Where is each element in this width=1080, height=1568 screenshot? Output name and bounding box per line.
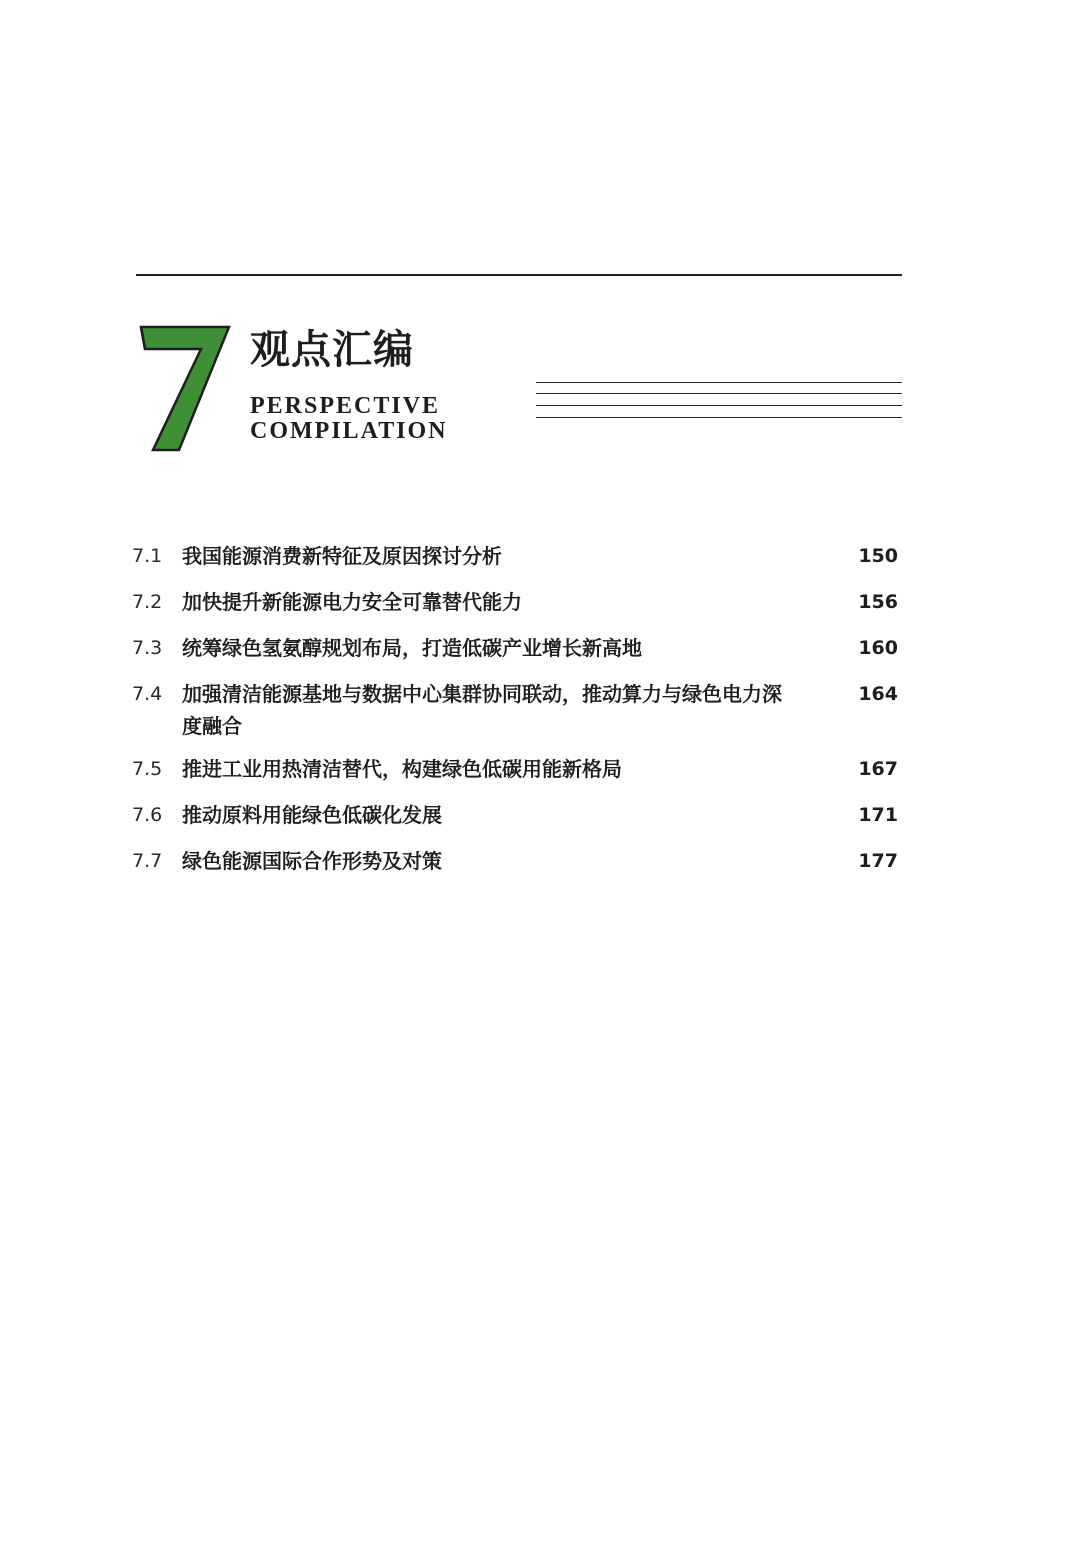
decorative-line: [536, 393, 902, 394]
toc-page-number: 156: [858, 591, 898, 613]
table-of-contents: [132, 540, 900, 891]
header-rule: [136, 274, 902, 276]
decorative-lines: [536, 380, 902, 420]
toc-number: 7.4: [132, 683, 163, 705]
chapter-title-english-line1: PERSPECTIVE: [250, 393, 441, 419]
chapter-title-english: [250, 394, 448, 444]
toc-title: 加快提升新能源电力安全可靠替代能力: [182, 590, 522, 614]
chapter-title-chinese: 观点汇编: [250, 326, 414, 373]
toc-number: 7.6: [132, 804, 163, 826]
toc-entry-7-7[interactable]: [132, 845, 900, 891]
toc-title: 加强清洁能源基地与数据中心集群协同联动，推动算力与绿色电力深度融合: [182, 682, 782, 738]
toc-page-number: 160: [858, 637, 898, 659]
toc-title: 我国能源消费新特征及原因探讨分析: [182, 544, 502, 568]
toc-page-number: 177: [858, 850, 898, 872]
toc-number: 7.3: [132, 637, 163, 659]
toc-page-number: 171: [858, 804, 898, 826]
toc-entry-7-2[interactable]: [132, 586, 900, 632]
toc-number: 7.2: [132, 591, 163, 613]
toc-entry-7-4[interactable]: [132, 678, 900, 753]
chapter-number-7-icon: [137, 305, 232, 455]
chapter-title-english-line2: COMPILATION: [250, 418, 448, 444]
digit-seven-shape: [141, 327, 229, 450]
toc-title: 推动原料用能绿色低碳化发展: [182, 803, 442, 827]
decorative-line: [536, 417, 902, 418]
toc-title: 推进工业用热清洁替代，构建绿色低碳用能新格局: [182, 757, 622, 781]
decorative-line: [536, 382, 902, 383]
toc-entry-7-3[interactable]: [132, 632, 900, 678]
decorative-line: [536, 405, 902, 406]
toc-entry-7-1[interactable]: [132, 540, 900, 586]
toc-entry-7-6[interactable]: [132, 799, 900, 845]
toc-page-number: 164: [858, 683, 898, 705]
chapter-number-graphic: [137, 305, 232, 455]
toc-number: 7.7: [132, 850, 163, 872]
toc-entry-7-5[interactable]: [132, 753, 900, 799]
toc-page-number: 150: [858, 545, 898, 567]
toc-title: 统筹绿色氢氨醇规划布局，打造低碳产业增长新高地: [182, 636, 642, 660]
toc-number: 7.1: [132, 545, 163, 567]
toc-number: 7.5: [132, 758, 163, 780]
toc-title: 绿色能源国际合作形势及对策: [182, 849, 442, 873]
toc-page-number: 167: [858, 758, 898, 780]
